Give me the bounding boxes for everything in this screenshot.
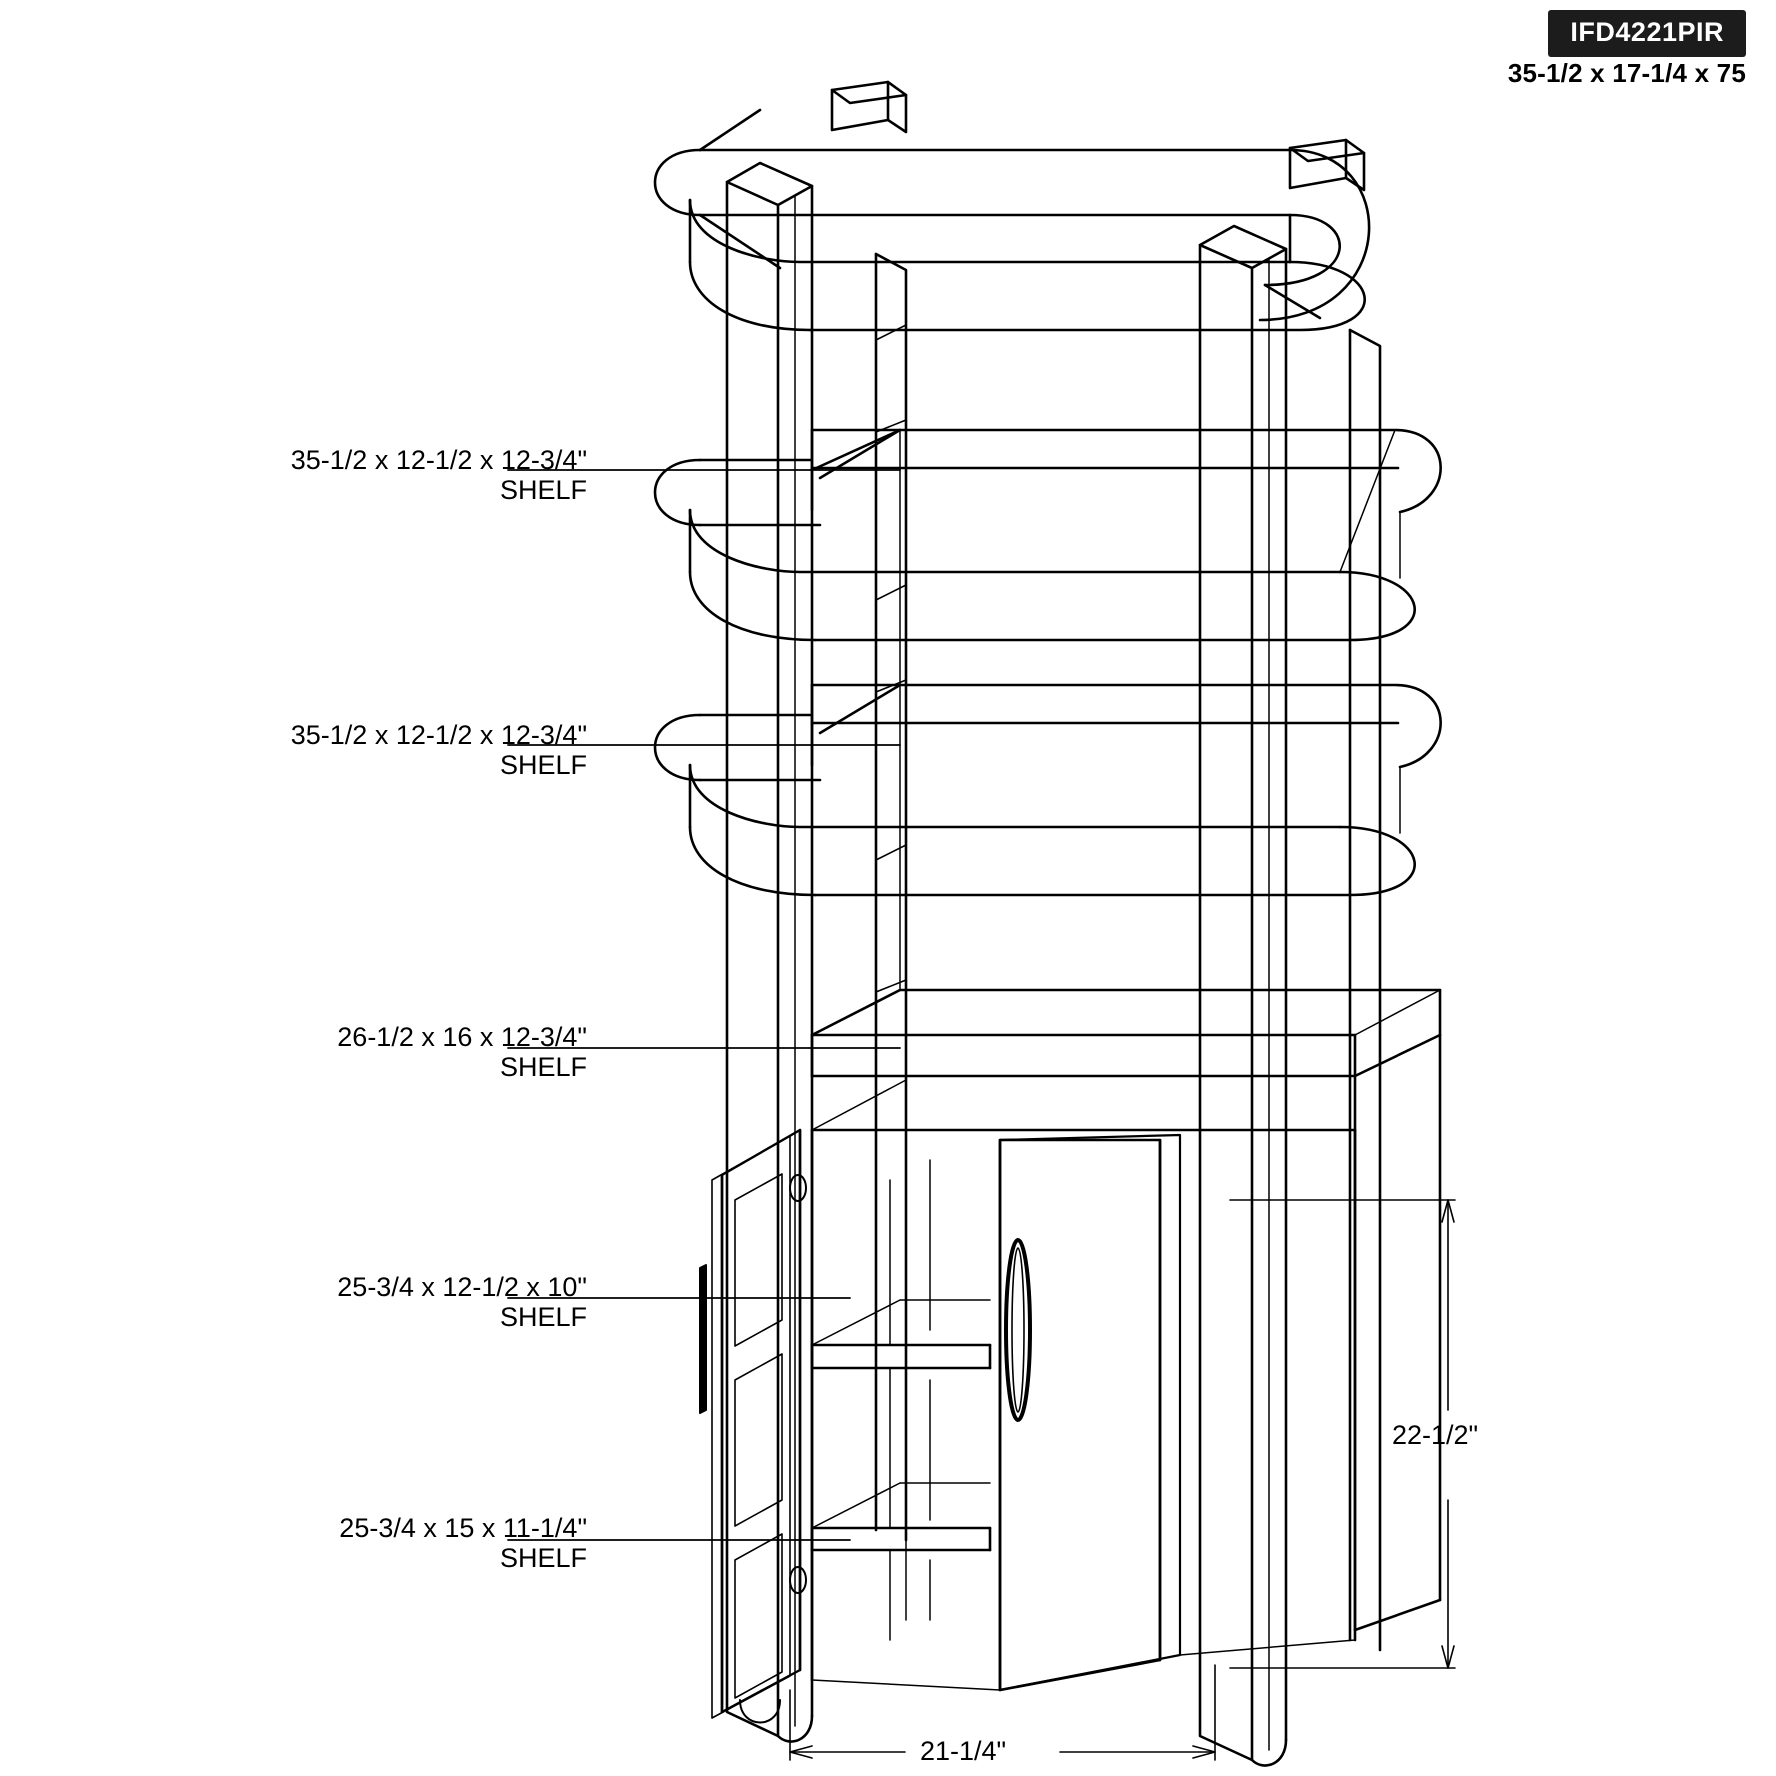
- callout-shelf-2-part: SHELF: [500, 750, 588, 780]
- callout-shelf-5-dimension: 25-3/4 x 15 x 11-1/4": [339, 1513, 588, 1543]
- callout-shelf-3-dimension: 26-1/2 x 16 x 12-3/4": [337, 1022, 588, 1052]
- callout-shelf-1-part: SHELF: [500, 475, 588, 505]
- dimension-cabinet-height: 22-1/2": [1392, 1420, 1479, 1450]
- dimension-cabinet-width: 21-1/4": [920, 1736, 1007, 1766]
- callout-shelf-2-dimension: 35-1/2 x 12-1/2 x 12-3/4": [290, 720, 588, 750]
- callout-shelf-3-part: SHELF: [500, 1052, 588, 1082]
- callout-shelf-2: [140, 720, 587, 780]
- callout-shelf-3: [140, 1022, 587, 1082]
- callout-shelf-5-part: SHELF: [500, 1543, 588, 1573]
- callout-shelf-5: [140, 1513, 587, 1573]
- callout-shelf-1-dimension: 35-1/2 x 12-1/2 x 12-3/4": [290, 445, 588, 475]
- callout-shelf-4-dimension: 25-3/4 x 12-1/2 x 10": [337, 1272, 588, 1302]
- callout-shelf-4: [140, 1272, 587, 1332]
- callout-shelf-4-part: SHELF: [500, 1302, 588, 1332]
- callout-shelf-1: [140, 445, 587, 505]
- overall-dimensions-label: 35-1/2 x 17-1/4 x 75: [1507, 58, 1746, 88]
- product-code-badge: IFD4221PIR: [1548, 10, 1746, 57]
